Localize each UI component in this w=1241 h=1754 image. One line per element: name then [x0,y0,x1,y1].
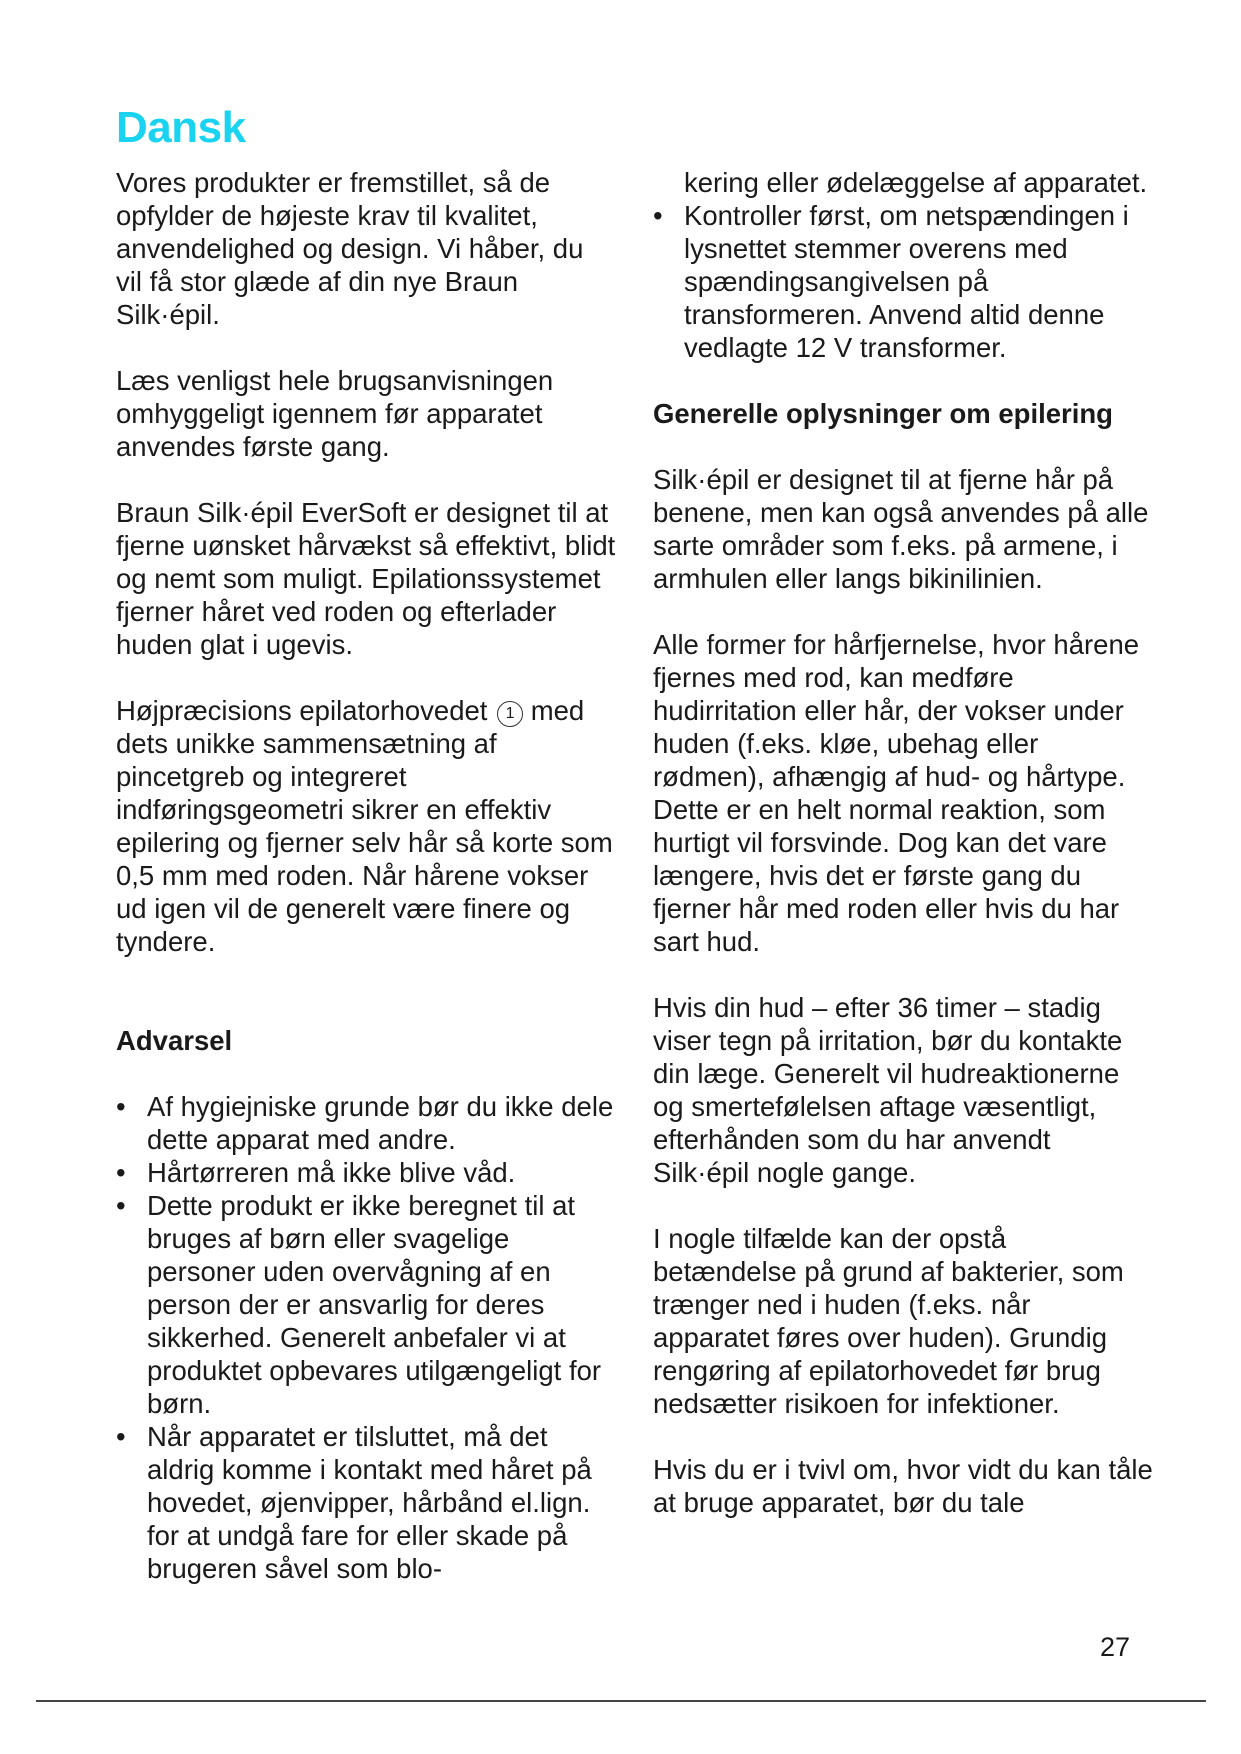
right-column [653,166,1153,1519]
eversoft-paragraph: Braun Silk·épil EverSoft er designet til at fjerne uønsket hårvækst så effektivt, blidt og nemt som muligt. Epilationssystemet fjerner håret ved roden og efterlader huden glat i ugevis. [116,497,616,660]
general-paragraph-doubt: Hvis du er i tvivl om, hvor vidt du kan tåle at bruge apparatet, bør du tale [653,1454,1153,1518]
warning-item-voltage: • Kontroller først, om netspændingen i lysnettet stemmer overens med spændingsangivelsen på transformeren. Anvend altid denne vedlagte 12 V transformer. [653,199,1153,364]
read-instructions-paragraph: Læs venligst hele brugsanvisningen omhyggeligt igennem før apparatet anvendes første gang. [116,365,554,462]
general-info-heading: Generelle oplysninger om epilering [653,398,1113,429]
warning-list-continued [653,199,1153,364]
epilator-head-text-start: Højpræcisions epilatorhovedet [116,695,488,726]
warning-continuation: kering eller ødelæggelse af apparatet. [684,167,1148,198]
general-paragraph-infection: I nogle tilfælde kan der opstå betændelse på grund af bakterier, som trænger ned i huden (f.eks. når apparatet føres over huden). Grundig rengøring af epilatorhovedet før brug nedsætter risikoen for infektioner. [653,1223,1124,1419]
epilator-head-paragraph [116,694,616,958]
footer-divider [36,1700,1206,1702]
page-number: 27 [1100,1632,1131,1662]
circled-number-one-icon: 1 [497,701,523,727]
warning-item-children: • Dette produkt er ikke beregnet til at bruges af børn eller svagelige personer uden overvågning af en person der er ansvarlig for deres sikkerhed. Generelt anbefaler vi at produktet opbevares utilgængeligt for børn. [116,1189,616,1420]
intro-paragraph: Vores produkter er fremstillet, så de opfylder de højeste krav til kvalitet, anvendelighed og design. Vi håber, du vil få stor glæde af din nye Braun Silk·épil. [116,167,584,330]
general-paragraph-areas: Silk·épil er designet til at fjerne hår på benene, men kan også anvendes på alle sarte områder som f.eks. på armene, i armhulen eller langs bikinilinien. [653,464,1149,594]
general-paragraph-irritation: Alle former for hårfjernelse, hvor hårene fjernes med rod, kan medføre hudirritation eller hår, der vokser under huden (f.eks. kløe, ubehag eller rødmen), afhængig af hud- og hårtype. Dette er en helt normal reaktion, som hurtigt vil forsvinde. Dog kan det vare længere, hvis det er første gang du fjerner hår med roden eller hvis du har sart hud. [653,629,1140,957]
warning-item-wet: • Hårtørreren må ikke blive våd. [116,1156,616,1189]
warning-list [116,1090,616,1585]
warning-heading: Advarsel [116,1025,233,1056]
left-column [116,166,616,1618]
epilator-head-text-rest: med dets unikke sammensætning af pincetgreb og integreret indføringsgeometri sikrer en effektiv epilering og fjerner selv hår så korte som 0,5 mm med roden. Når hårene vokser ud igen vil de generelt være finere og tyndere. [116,695,613,957]
general-paragraph-36-hours: Hvis din hud – efter 36 timer – stadig viser tegn på irritation, bør du kontakte din læge. Generelt vil hudreaktionerne og smertefølelsen aftage væsentligt, efterhånden som du har anvendt Silk·épil nogle gange. [653,992,1123,1188]
warning-item-hair-contact: • Når apparatet er tilsluttet, må det aldrig komme i kontakt med håret på hovedet, øjenvipper, hårbånd el.lign. for at undgå fare for eller skade på brugeren såvel som blo- [116,1420,616,1585]
page-title: Dansk [116,103,246,152]
warning-item-hygiene: • Af hygiejniske grunde bør du ikke dele dette apparat med andre. [116,1090,616,1156]
section-spacer [116,991,616,1024]
